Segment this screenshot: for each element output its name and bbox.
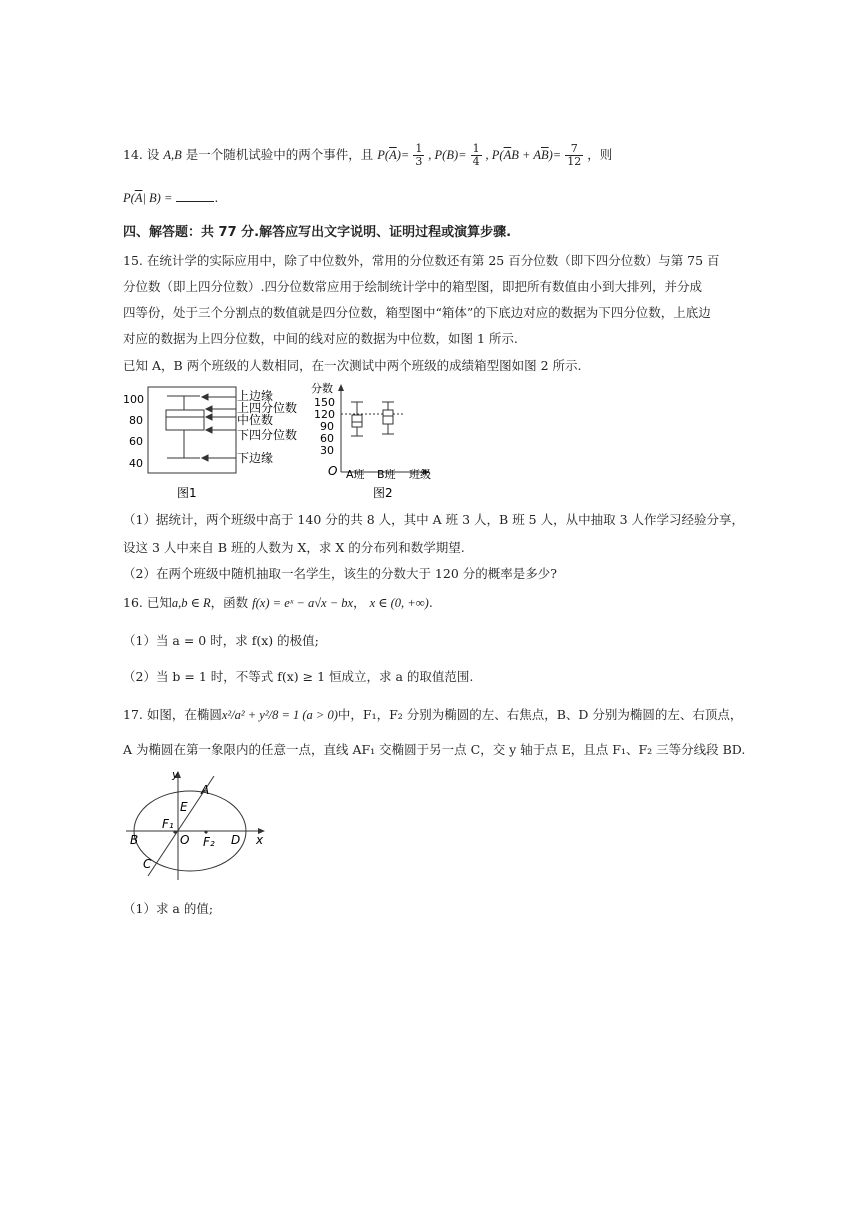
fig1-tick: 40 [129,457,143,470]
figure-1 [120,383,310,503]
fig2-caption: 图2 [373,486,393,500]
q15-line1: 15. 在统计学的实际应用中，除了中位数外，常用的分位数还有第 25 百分位数（即下四分位数）与第 75 百 [123,253,720,268]
point-f2 [204,830,207,833]
svg-text:F₂: F₂ [203,835,215,849]
label-lower-edge: 下边缘 [237,451,274,465]
q16-sub1: （1）当 a = 0 时，求 f(x) 的极值; [123,633,319,648]
svg-text:C: C [143,857,152,871]
svg-text:B: B [130,833,139,847]
frac-seven-twelfths: $\frac{7}{12}$ [567,142,582,168]
fig1-tick: 80 [129,414,143,427]
svg-text:D: D [231,833,241,847]
section-heading: 四、解答题：共 77 分.解答应写出文字说明、证明过程或演算步骤. [123,225,512,240]
figure-2 [308,378,448,503]
q15-sub2: （2）在两个班级中随机抽取一名学生，该生的分数大于 120 分的概率是多少? [123,566,557,581]
fig2-category: A班 [346,468,365,481]
figure-ellipse [120,764,280,884]
q15-line2: 分位数（即上四分位数）.四分位数常应用于绘制统计学中的箱型图，即把所有数值由小到大排列，并分成 [123,279,702,294]
q17-line2: A 为椭圆在第一象限内的任意一点，直线 AF₁ 交椭圆于另一点 C，交 y 轴于点 E，且点 F₁、F₂ 三等分线段 BD. [123,742,746,757]
box-a [352,415,362,427]
svg-text:E: E [180,800,188,814]
box-b [383,410,393,424]
label-upper-quartile: 上四分位数 [237,401,298,415]
q15-sub1-line2: 设这 3 人中来自 B 班的人数为 X，求 X 的分布列和数学期望. [123,540,465,555]
q14-number: 14. [123,147,143,162]
label-median: 中位数 [237,413,274,427]
fig1-tick: 60 [129,435,143,448]
q15-line4: 对应的数据为上四分位数，中间的线对应的数据为中位数，如图 1 所示. [123,331,518,346]
svg-text:A: A [201,783,210,797]
q14-line2: $P(\overline{A}|$ B) = . [123,190,219,205]
q15-sub1-line1: （1）据统计，两个班级中高于 140 分的共 8 人，其中 A 班 3 人，B 班 5 人，从中抽取 3 人作学习经验分享， [123,512,744,527]
label-upper-edge: 上边缘 [237,389,274,403]
fig1-tick: 100 [123,393,144,406]
fig2-xlabel: 班级 [409,468,431,481]
q17-line1: 17. 如图，在椭圆x²/a² + y²/8 = 1 (a > 0)中，F₁，F₂ 分别为椭圆的左、右焦点，B、D 分别为椭圆的左、右顶点， [123,707,743,722]
q16-sub2: （2）当 b = 1 时，不等式 f(x) ≥ 1 恒成立，求 a 的取值范围. [123,669,474,684]
svg-text:y: y [172,768,179,781]
label-lower-quartile: 下四分位数 [237,428,298,442]
fig1-box [166,410,204,430]
q15-line5: 已知 A，B 两个班级的人数相同，在一次测试中两个班级的成绩箱型图如图 2 所示. [123,358,582,373]
fig2-tick: 60 [320,432,334,445]
fig1-caption: 图1 [177,486,197,500]
fig2-tick: 30 [320,444,334,457]
fig2-category: B班 [377,468,396,481]
svg-text:F₁: F₁ [162,817,174,831]
q17-sub1: （1）求 a 的值; [123,901,214,916]
fig2-ylabel: 分数 [311,382,333,395]
answer-blank[interactable] [176,191,214,202]
frac-one-fourth: $\frac{1}{4}$ [472,142,480,168]
q15-line3: 四等份，处于三个分割点的数值就是四分位数，箱型图中“箱体”的下底边对应的数据为下四分位数，上底边 [123,305,711,320]
q14-line1: 14. 设 A,B 是一个随机试验中的两个事件，且 $P(\overline{A})=$ $\frac{1}{3}$ , P(B)= $\frac{1}{4}$ , $P(\overline{A}B + A\overline{B})=$ $\frac{7}{12}$ ，则 [123,142,613,168]
svg-text:x: x [256,833,264,847]
svg-text:O: O [180,833,190,847]
point-f1 [173,830,176,833]
fig2-tick: 150 [314,396,335,409]
fig2-origin: O [328,464,338,478]
frac-one-third: $\frac{1}{3}$ [415,142,423,168]
q16-stem: 16. 已知a,b ∈ R，函数 f(x) = eˣ − a√x − bx， x ∈ (0, +∞). [123,595,433,610]
fig2-tick: 90 [320,420,334,433]
fig2-tick: 120 [314,408,335,421]
